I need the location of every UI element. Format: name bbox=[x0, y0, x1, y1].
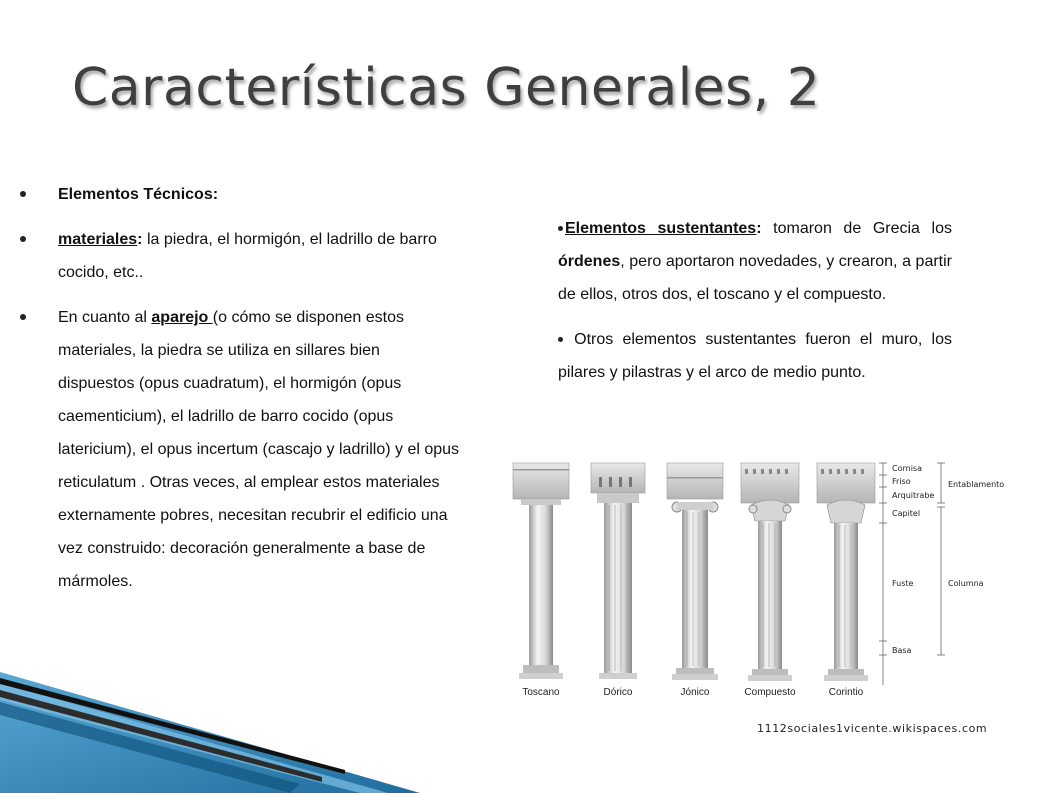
label-arquitrabe: Arquitrabe bbox=[892, 491, 935, 500]
aparejo-link[interactable]: aparejo bbox=[151, 309, 213, 326]
materiales-link[interactable]: materiales bbox=[58, 231, 138, 248]
label-cornisa: Cornisa bbox=[892, 464, 922, 473]
label-entablamento: Entablamento bbox=[948, 480, 1005, 489]
order-name: Jónico bbox=[680, 687, 710, 698]
bullet-icon bbox=[558, 226, 563, 231]
dorico-column bbox=[591, 463, 645, 679]
item-heading: Elementos Técnicos: bbox=[58, 186, 219, 203]
order-name: Dórico bbox=[603, 687, 633, 698]
list-item bbox=[20, 301, 460, 598]
paragraph-text: , pero aportaron novedades, y crearon, a partir de ellos, otros dos, el toscano y el compuesto. bbox=[558, 253, 952, 303]
bullet-icon bbox=[20, 191, 26, 197]
paragraph-text: Otros elementos sustentantes fueron el muro, los pilares y pilastras y el arco de medio punto. bbox=[558, 331, 952, 381]
item-text: la piedra, el hormigón, el ladrillo de barro cocido, etc.. bbox=[58, 231, 437, 281]
order-name: Toscano bbox=[522, 687, 560, 698]
label-capitel: Capitel bbox=[892, 509, 921, 518]
paragraph bbox=[558, 323, 952, 389]
image-credit: 1112sociales1vicente.wikispaces.com bbox=[757, 722, 988, 735]
corintio-column bbox=[817, 463, 875, 681]
ordenes-text: órdenes bbox=[558, 253, 621, 270]
order-name: Compuesto bbox=[744, 687, 796, 698]
toscano-column bbox=[513, 463, 569, 679]
slide-title: Características Generales, 2 bbox=[72, 58, 821, 118]
label-columna: Columna bbox=[948, 579, 984, 588]
item-colon: : bbox=[137, 231, 143, 248]
right-text-block bbox=[558, 212, 952, 401]
left-bullet-list bbox=[20, 178, 460, 610]
sustentantes-link[interactable]: Elementos sustentantes bbox=[565, 220, 757, 237]
bullet-icon bbox=[20, 314, 26, 320]
order-name: Corintio bbox=[828, 687, 864, 698]
compuesto-column bbox=[741, 463, 799, 681]
bullet-icon bbox=[558, 337, 563, 342]
label-basa: Basa bbox=[892, 646, 912, 655]
jonico-column bbox=[667, 463, 723, 680]
item-colon: : bbox=[756, 220, 762, 237]
paragraph bbox=[558, 212, 952, 311]
item-text: En cuanto al bbox=[58, 309, 152, 326]
paragraph-text: tomaron de Grecia los bbox=[761, 220, 952, 237]
item-text: (o cómo se disponen estos materiales, la piedra se utiliza en sillares bien dispuestos (opus cuadratum), el hormigón (opus caementicium), el ladrillo de barro cocido (opus latericium), el opus incertum (cascajo y ladrillo) y el opus reticulatum . Otras veces, al emplear estos materiales externamente pobres, necesitan recubrir el edificio una vez construido: decoración generalmente a base de mármoles. bbox=[58, 309, 460, 590]
bullet-icon bbox=[20, 236, 26, 242]
label-friso: Friso bbox=[892, 477, 911, 486]
list-item bbox=[20, 223, 460, 289]
label-fuste: Fuste bbox=[892, 579, 914, 588]
list-item bbox=[20, 178, 460, 211]
classical-orders-figure bbox=[505, 455, 1010, 703]
